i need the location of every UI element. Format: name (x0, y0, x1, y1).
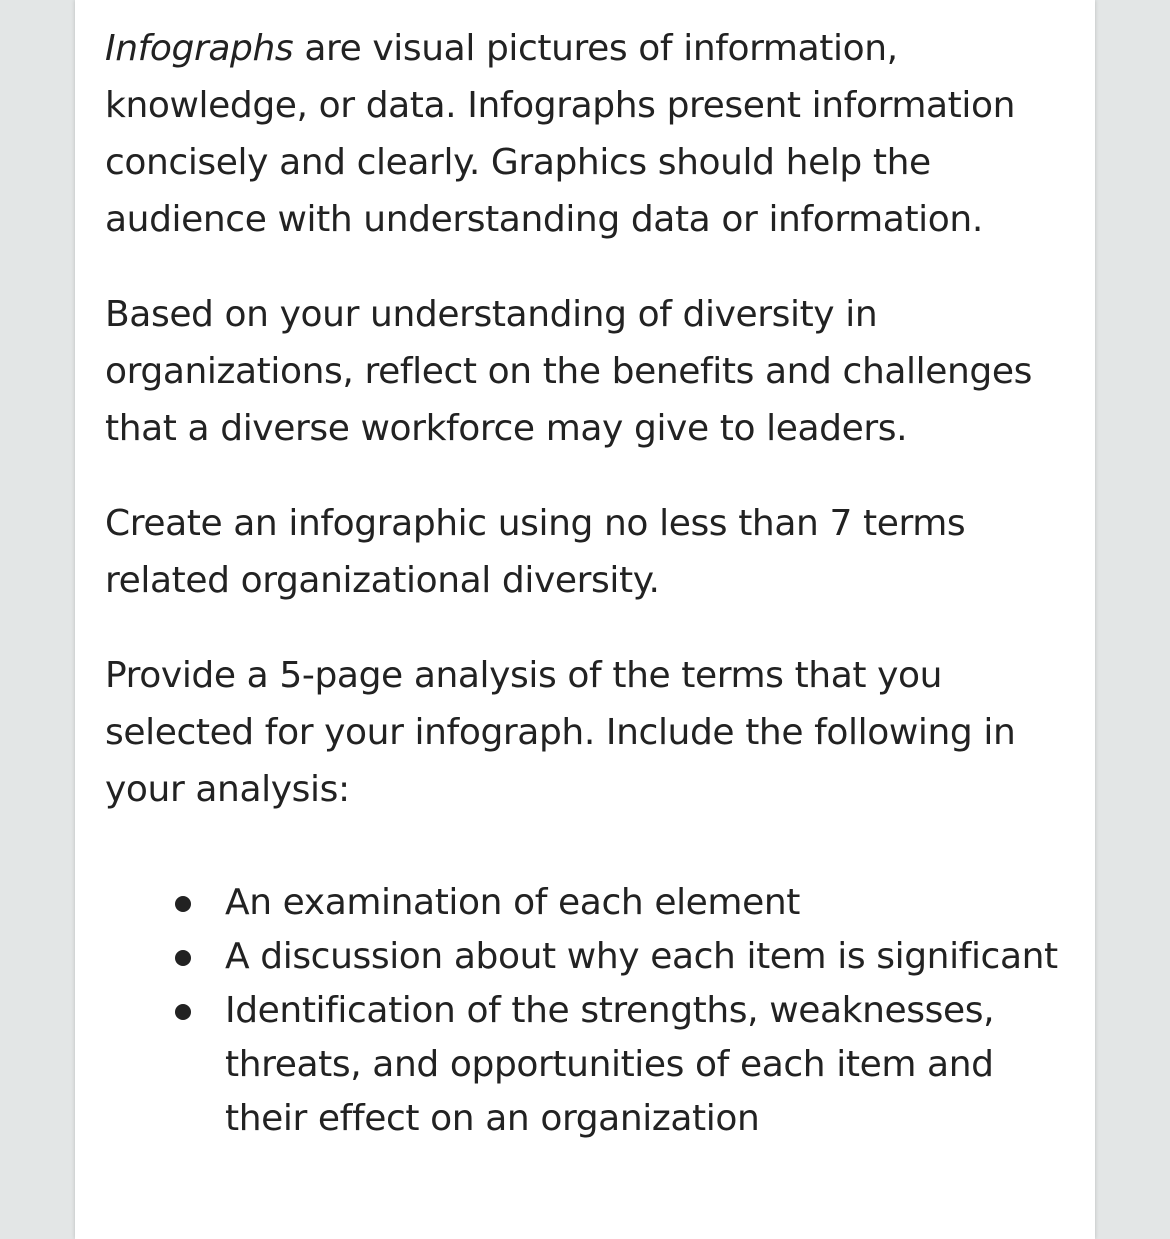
list-item (225, 984, 1065, 1146)
bullet-icon (175, 1004, 191, 1020)
list-item (225, 876, 1065, 930)
bullet-icon (175, 896, 191, 912)
reflect-paragraph: Based on your understanding of diversity in organizations, reflect on the benefits and challenges that a diverse workforce may give to leaders. (105, 294, 1032, 449)
intro-text: are visual pictures of information, knowledge, or data. Infographs present information concisely and clearly. Graphics should help the audience with understanding data or information. (105, 28, 1016, 240)
analysis-requirements (105, 876, 1065, 1146)
list-item-text: A discussion about why each item is significant (225, 936, 1058, 977)
list-item (225, 930, 1065, 984)
intro-paragraph (105, 20, 1065, 248)
analysis-paragraph: Provide a 5-page analysis of the terms that you selected for your infograph. Include the following in your analysis: (105, 655, 1016, 810)
list-item-text: An examination of each element (225, 882, 800, 923)
list-item-text: Identification of the strengths, weaknesses, threats, and opportunities of each item and their effect on an organization (225, 990, 995, 1139)
assignment-content (105, 20, 1065, 1146)
infographs-term: Infographs (105, 28, 294, 69)
document-page (75, 0, 1095, 1239)
requirements-list (105, 876, 1065, 1146)
create-paragraph: Create an infographic using no less than 7 terms related organizational diversity. (105, 503, 966, 601)
bullet-icon (175, 950, 191, 966)
